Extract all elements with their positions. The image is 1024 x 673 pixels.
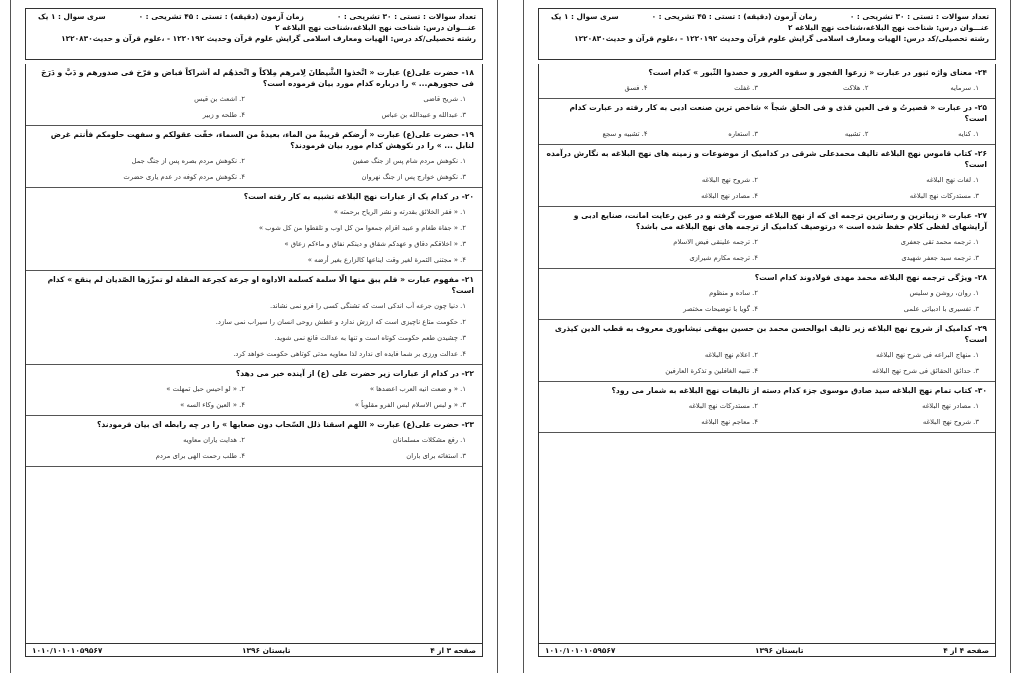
answer-option: ۲. اعلام نهج البلاغه <box>704 351 758 359</box>
answer-options <box>545 126 987 142</box>
page-footer <box>538 643 996 657</box>
answer-option: ۴. تنبیه الغافلین و تذکرة العارفین <box>665 367 758 375</box>
answer-option: ۲. مستدرکات نهج البلاغه <box>688 402 758 410</box>
answer-options <box>545 172 987 204</box>
answer-option: ۴. گویا با توضیحات مختصر <box>683 305 758 313</box>
question-stem: ۲۵- در عبارت « قصیرتُ و فی العین قذی و فی الحلق شجاً » شاخص ترین صنعت ادبی به کار رفته در عبارت کدام است؟ <box>569 103 987 123</box>
answer-option: ۱. « و ضعت انیه العرب اعضدها » <box>369 385 466 393</box>
answer-option: ۳. نکوهش خوارج پس از جنگ نهروان <box>361 173 466 181</box>
answer-options <box>32 91 474 123</box>
answer-option: ۱. روان، روشن و سلیس <box>909 289 979 297</box>
answer-option: ۴. عدالت ورزی بر شما فایده ای ندارد لذا معاویه مدتی کوتاهی حکومت خواهد کرد. <box>233 350 466 358</box>
question-stem: ۲۹- کدامیک از شروح نهج البلاغه زیر تالیف ابوالحسن محمد بن حسین بیهقی نیشابوری معروف به قطب الدین کیذری است؟ <box>554 324 987 344</box>
answer-option: ۱. نکوهش مردم شام پس از جنگ صفین <box>352 157 466 165</box>
answer-option: ۳. شروح نهج البلاغه <box>922 418 979 426</box>
question-item <box>26 188 482 271</box>
answer-option: ۱. دنیا چون جرعه آب اندکی است که تشنگی کسی را فرو نمی نشاند. <box>270 302 466 310</box>
answer-option: ۲. « لو احیس حبل تمهلت » <box>166 385 245 393</box>
question-item <box>539 269 995 320</box>
exam-term: تابستان ۱۳۹۶ <box>242 645 291 655</box>
answer-option: ۱. شریح قاضی <box>423 95 466 103</box>
question-item <box>26 271 482 365</box>
page-number: صفحه ۳ از ۴ <box>430 645 476 655</box>
question-stem: ۲۲- در کدام از عبارات زیر حضرت علی (ع) از آینده خبر می دهد؟ <box>235 369 474 378</box>
answer-option: ۲. اشعث بن قیس <box>194 95 245 103</box>
question-stem: ۲۸- ویژگی ترجمه نهج البلاغه محمد مهدی فولادوند کدام است؟ <box>754 273 987 282</box>
exam-term: تابستان ۱۳۹۶ <box>755 645 804 655</box>
answer-options <box>32 432 474 464</box>
answer-option: ۴. فسق <box>624 84 648 92</box>
answer-option: ۱. ترجمه محمد تقی جعفری <box>900 238 979 246</box>
question-stem: ۱۸- حضرت علی(ع) عبارت « اتَّخذوا الشَّیطانَ لِامرهم مِلاکاً و اتَّخذهُم له اَشراکاً فباض و فرّخ فی صدورهم و دَبَّ و دَرَجَ فی حجورهم... » را درباره کدام مورد بیان فرموده است؟ <box>41 68 474 88</box>
answer-options <box>545 347 987 379</box>
answer-option: ۲. شروح نهج البلاغه <box>701 176 758 184</box>
question-stem: ۱۹- حضرت علی(ع) عبارت « اُرضکم قریبةٌ من الماء، بعیدةٌ من السماء، خفّت عقولکم و سفهت حلومکم فأنتم غرض لنابل ... » را در نکوهش کدام مورد بیان فرمودند؟ <box>50 130 474 150</box>
exam-page-4 <box>523 0 1011 673</box>
question-series: سری سوال : ۱ یک <box>38 12 106 21</box>
questions-list <box>538 64 996 643</box>
question-stem: ۲۰- در کدام یک از عبارات نهج البلاغه تشبیه به کار رفته است؟ <box>243 192 474 201</box>
exam-code: ۱۰۱۰/۱۰۱۰۱۰۵۹۵۶۷ <box>545 645 616 655</box>
answer-option: ۳. ترجمه سید جعفر شهیدی <box>901 254 979 262</box>
question-item <box>26 416 482 467</box>
question-stem: ۲۶- کتاب قاموس نهج البلاغه تالیف محمدعلی شرقی در کدامیک از موضوعات و زمینه های نهج البلاغه به نگارش درآمده است؟ <box>546 149 987 169</box>
question-item <box>539 64 995 99</box>
answer-option: ۳. استغاثه برای باران <box>406 452 466 460</box>
question-stem: ۲۷- عبارت « زیباترین و رساترین ترجمه ای که از نهج البلاغه صورت گرفته و در عین رعایت امانت، صنایع ادبی و آرایشهای لفظی کلام حفظ شده است » درتوصیف کدامیک از ترجمه های نهج البلاغه می باشد؟ <box>573 211 987 231</box>
answer-option: ۳. غفلت <box>734 84 758 92</box>
answer-option: ۲. نکوهش مردم بصره پس از جنگ جمل <box>131 157 245 165</box>
answer-option: ۴. ترجمه مکارم شیرازی <box>689 254 758 262</box>
answer-option: ۳. « و لبس الاسلام لبس الفرو مقلوباً » <box>354 401 466 409</box>
answer-options <box>32 298 474 362</box>
answer-option: ۱. لغات نهج البلاغه <box>926 176 979 184</box>
answer-option: ۲. ترجمه علینقی فیض الاسلام <box>673 238 758 246</box>
exam-header <box>25 8 483 60</box>
question-item <box>539 145 995 207</box>
page-number: صفحه ۴ از ۴ <box>943 645 989 655</box>
exam-time: زمان آزمون (دقیقه) : تستی : ۴۵ تشریحی : ۰ <box>138 12 304 21</box>
question-item <box>26 365 482 416</box>
major-code: رشته تحصیلی/کد درس: الهیات ومعارف اسلامی گرایش علوم قرآن وحدیث ۱۲۲۰۱۹۲ - ،علوم قرآن و حدیث۱۲۲۰۸۳۰ <box>61 34 476 43</box>
answer-option: ۴. طلب رحمت الهی برای مردم <box>155 452 245 460</box>
exam-time: زمان آزمون (دقیقه) : تستی : ۴۵ تشریحی : ۰ <box>651 12 817 21</box>
answer-option: ۱. سرمایه <box>950 84 979 92</box>
question-stem: ۲۱- مفهوم عبارت « فلم یبق منها الّا سلمة کسلمة الاداوة او جرعة کجرعة المقلة لو تمزّزها الصّدیان لم ینقع » کدام است؟ <box>47 275 474 295</box>
question-count: تعداد سوالات : تستی : ۳۰ تشریحی : ۰ <box>336 12 476 21</box>
answer-option: ۲. حکومت متاع ناچیزی است که ارزش ندارد و عطش روحی انسان را سیراب نمی سازد. <box>215 318 466 326</box>
question-stem: ۲۳- حضرت علی(ع) عبارت « اللهم اسقنا ذلل السّحاب دون صعابها » را در چه رابطه ای بیان فرمودند؟ <box>96 420 474 429</box>
answer-option: ۳. مستدرکات نهج البلاغه <box>909 192 979 200</box>
answer-options <box>545 80 987 96</box>
question-item <box>539 382 995 433</box>
answer-option: ۱. « فقر الخلائق بقدرته و نشر الریاح برحمته » <box>333 208 466 216</box>
answer-option: ۴. « مجتنی الثمرة لغیر وقت ایناعها کالزارع بغیر أرضه » <box>307 256 466 264</box>
answer-option: ۱. مصادر نهج البلاغه <box>922 402 979 410</box>
answer-option: ۴. « العین وکاء السه » <box>180 401 245 409</box>
answer-option: ۲. هلاکت <box>842 84 869 92</box>
answer-options <box>32 153 474 185</box>
answer-option: ۳. حدائق الحقائق فی شرح نهج البلاغه <box>872 367 979 375</box>
question-count: تعداد سوالات : تستی : ۳۰ تشریحی : ۰ <box>849 12 989 21</box>
answer-option: ۲. هدایت یاران معاویه <box>183 436 245 444</box>
answer-option: ۳. « اخلاقکم دقاق و عهدکم شقاق و دینکم نفاق و ماءکم زعاق » <box>284 240 466 248</box>
answer-option: ۲. ساده و منظوم <box>709 289 758 297</box>
course-title: عنـــوان درس: شناخت نهج البلاغه،شناخت نهج البلاغه ۲ <box>275 23 476 32</box>
answer-option: ۴. طلحه و زبیر <box>202 111 245 119</box>
answer-options <box>545 285 987 317</box>
answer-option: ۴. معاجم نهج البلاغه <box>701 418 758 426</box>
answer-option: ۲. « جفاة طغام و عبید اقزام جمعوا من کل اوب و تلقطوا من کل شوب » <box>258 224 466 232</box>
question-item <box>539 320 995 382</box>
answer-options <box>545 234 987 266</box>
question-item <box>26 64 482 126</box>
answer-option: ۲. تشبیه <box>844 130 869 138</box>
answer-options <box>545 398 987 430</box>
answer-options <box>32 204 474 268</box>
answer-option: ۴. مصادر نهج البلاغه <box>701 192 758 200</box>
question-item <box>539 99 995 145</box>
question-item <box>26 126 482 188</box>
answer-option: ۴. نکوهش مردم کوفه در عدم یاری حضرت <box>123 173 245 181</box>
answer-option: ۳. چشیدن طعم حکومت کوتاه است و تنها به عدالت قانع نمی شوید. <box>274 334 466 342</box>
question-stem: ۲۴- معنای واژه ثبور در عبارت « زرعوا الفجور و سقوه الغرور و حصدوا الثّبور » کدام است؟ <box>648 68 987 77</box>
major-code: رشته تحصیلی/کد درس: الهیات ومعارف اسلامی گرایش علوم قرآن وحدیث ۱۲۲۰۱۹۲ - ،علوم قرآن و حدیث۱۲۲۰۸۳۰ <box>574 34 989 43</box>
answer-option: ۱. منهاج البراعه فی شرح نهج البلاغه <box>876 351 979 359</box>
answer-option: ۳. عبدالله و عبیدالله بن عباس <box>381 111 466 119</box>
question-series: سری سوال : ۱ یک <box>551 12 619 21</box>
answer-option: ۱. کنایه <box>958 130 979 138</box>
answer-option: ۱. رفع مشکلات مسلمانان <box>392 436 466 444</box>
question-item <box>539 207 995 269</box>
exam-code: ۱۰۱۰/۱۰۱۰۱۰۵۹۵۶۷ <box>32 645 103 655</box>
course-title: عنـــوان درس: شناخت نهج البلاغه،شناخت نهج البلاغه ۲ <box>788 23 989 32</box>
answer-option: ۴. تشبیه و سجع <box>602 130 648 138</box>
exam-page-3 <box>10 0 498 673</box>
questions-list <box>25 64 483 643</box>
page-footer <box>25 643 483 657</box>
answer-options <box>32 381 474 413</box>
answer-option: ۳. استعاره <box>728 130 758 138</box>
exam-header <box>538 8 996 60</box>
question-stem: ۳۰- کتاب تمام نهج البلاغه سید صادق موسوی جزء کدام دسته از تالیفات نهج البلاغه به شمار می رود؟ <box>611 386 987 395</box>
answer-option: ۳. تفسیری با ادبیاتی علمی <box>903 305 979 313</box>
